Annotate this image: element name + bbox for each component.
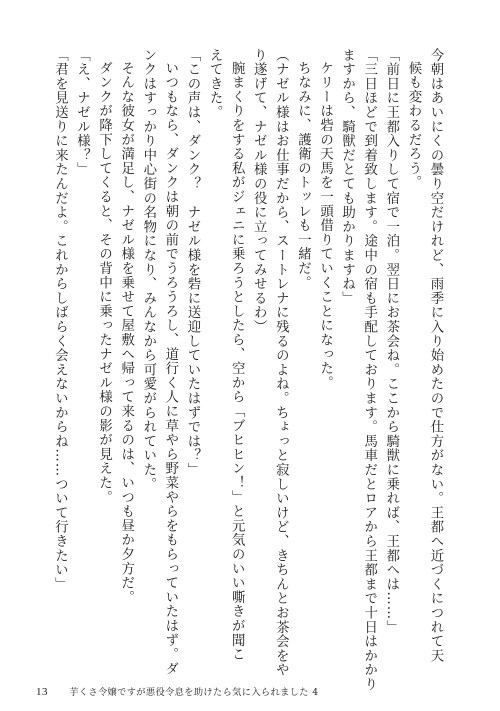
text-line: ダンクが降下してくると、その背中に乗ったナゼル様の影が見えた。	[96, 61, 112, 505]
book-title: 芋くさ令嬢ですが悪役令息を助けたら気に入られました 4	[69, 687, 319, 698]
text-line: （ナゼル様はお仕事だから、スートレナに残るのよね。ちょっと寂しいけど、きちんとお茶会をや	[273, 48, 289, 678]
text-line: 「三日ほどで到着致します。途中の宿も手配しております。馬車だとロアから王都まで十日はかかり	[361, 48, 377, 692]
page-number: 13	[36, 686, 48, 698]
text-line: ケリーは砦の天馬を一頭借りていくことになった。	[317, 61, 333, 391]
text-line: 「え、ナゼル様？」	[74, 48, 90, 177]
text-line: 今朝はあいにくの曇り空だけれど、雨季に入り始めたので仕方がない。王都へ近づくにつれて天	[428, 48, 443, 663]
text-line: そんな彼女が満足し、ナゼル様を乗せて屋敷へ帰って来るのは、いつも昼か夕方だ。	[118, 61, 134, 605]
text-line: 腕まくりをする私がジェニに乗ろうとしたら、空から「ブヒヒン！」と元気のいい嘶きが聞こ	[229, 61, 245, 662]
text-line: えてきた。	[207, 48, 223, 120]
text-line: ちなみに、護衛のトッレも一緒だ。	[295, 61, 311, 291]
text-line: いつもなら、ダンクは朝の前でうろうろし、道行く人に草やら野菜やらをもらっていたはず。ダ	[162, 61, 178, 677]
text-line: ンクはすっかり中心街の名物になり、みんなから可愛がられていた。	[140, 48, 156, 492]
text-line: 「君を見送りに来たんだよ。これからしばらく会えないからね……ついて行きたい」	[52, 48, 68, 592]
text-line: 「前日に王都入りして宿で一泊。翌日にお茶会ね。ここから騎獣に乗れば、王都へは……」	[383, 48, 399, 635]
text-line: 候も変わるだろう。	[405, 61, 421, 191]
vertical-text-body	[48, 48, 446, 692]
text-line: ますから、騎獣だとても助かりますね」	[339, 48, 355, 306]
text-line: り遂げて、ナゼル様の役に立ってみせるわ）	[251, 48, 267, 334]
page-footer	[36, 686, 318, 699]
text-line: 「この声は、ダンク？ ナゼル様を砦に送迎していたはずでは？」	[184, 48, 200, 477]
